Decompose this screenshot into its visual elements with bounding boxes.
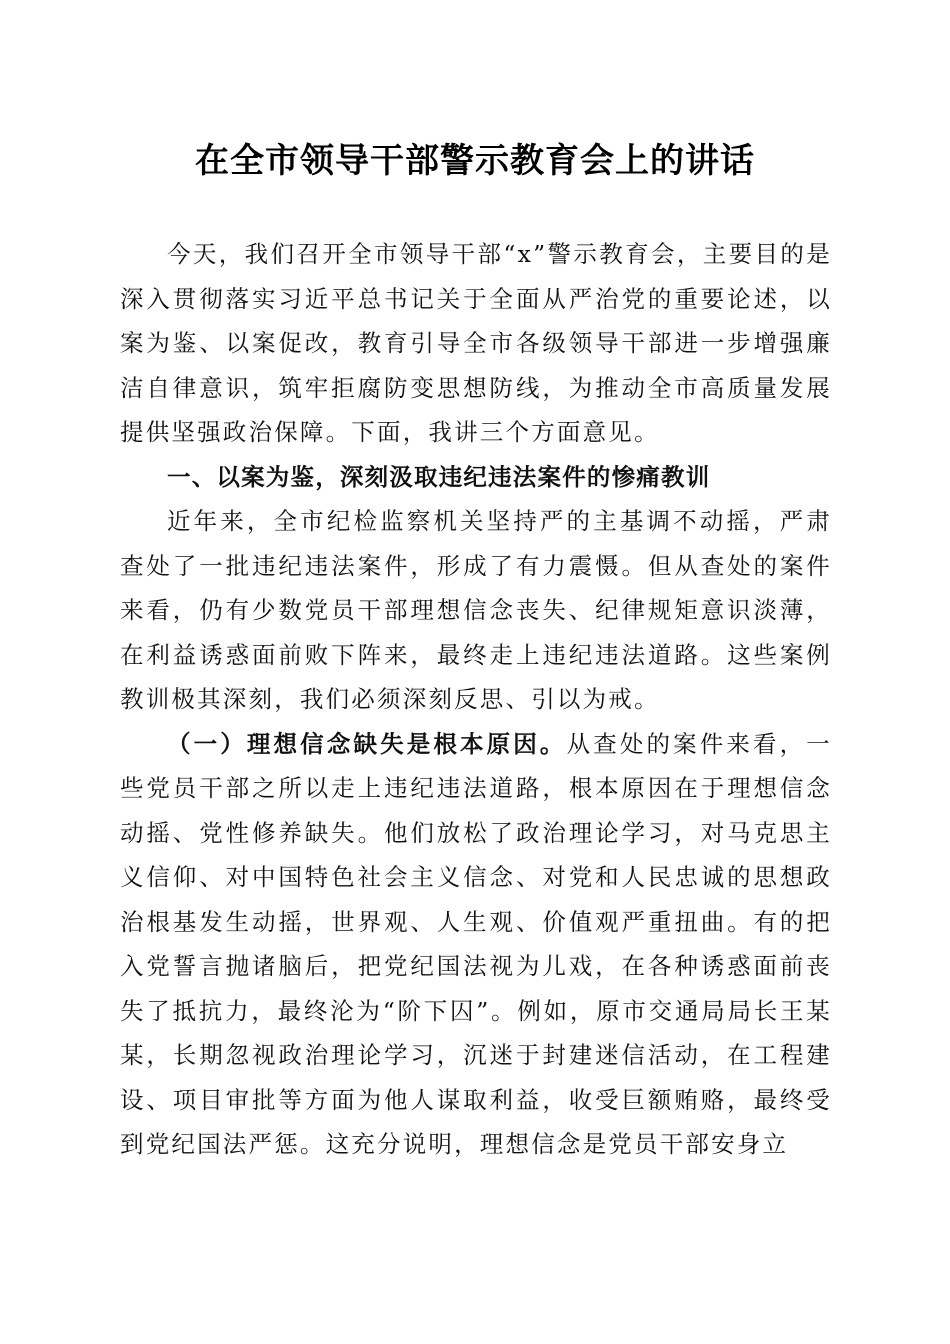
document-body [120,232,832,1167]
subsection-text-1: 从查处的案件来看，一些党员干部之所以走上违纪违法道路，根本原因在于理想信念动摇、党性修养缺失。他们放松了政治理论学习，对马克思主义信仰、对中国特色社会主义信念、对党和人民忠诚的思想政治根基发生动摇，世界观、人生观、价值观严重扭曲。有的把入党誓言抛诸脑后，把党纪国法视为儿戏，在各种诱惑面前丧失了抵抗力，最终沦为“阶下囚”。例如，原市交通局局长王某某，长期忽视政治理论学习，沉迷于封建迷信活动，在工程建设、项目审批等方面为他人谋取利益，收受巨额贿赂，最终受到党纪国法严惩。这充分说明，理想信念是党员干部安身立 [120,729,832,1158]
section-heading-1: 一、以案为鉴，深刻汲取违纪违法案件的惨痛教训 [167,462,711,491]
section-paragraph-1: 近年来，全市纪检监察机关坚持严的主基调不动摇，严肃查处了一批违纪违法案件，形成了有力震慑。但从查处的案件来看，仍有少数党员干部理想信念丧失、纪律规矩意识淡薄，在利益诱惑面前败下阵来，最终走上违纪违法道路。这些案例教训极其深刻，我们必须深刻反思、引以为戒。 [120,507,832,713]
subsection-paragraph-1 [120,722,832,1167]
document-title: 在全市领导干部警示教育会上的讲话 [195,141,755,181]
subsection-heading-1: （一）理想信念缺失是根本原因。 [167,729,567,758]
intro-paragraph: 今天，我们召开全市领导干部“x”警示教育会，主要目的是深入贯彻落实习近平总书记关于全面从严治党的重要论述，以案为鉴、以案促改，教育引导全市各级领导干部进一步增强廉洁自律意识，筑牢拒腐防变思想防线，为推动全市高质量发展提供坚强政治保障。下面，我讲三个方面意见。 [120,240,832,446]
